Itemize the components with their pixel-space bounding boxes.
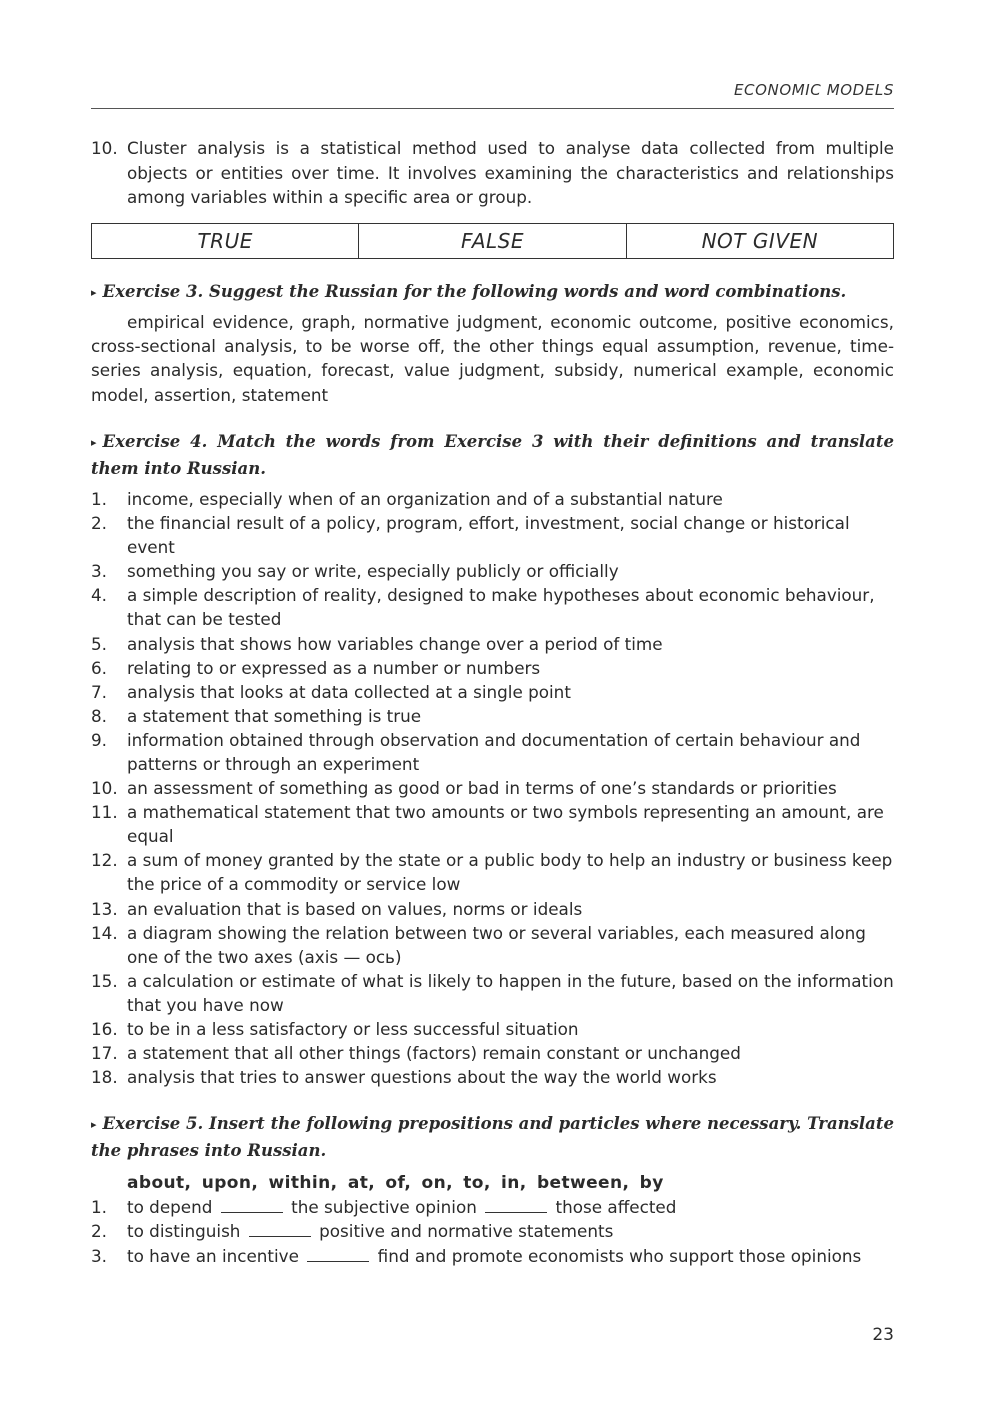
item-text-part: to have an incentive <box>127 1245 299 1266</box>
item-definition: a mathematical statement that two amounts or two symbols representing an amount, are equal <box>127 802 884 847</box>
list-item <box>91 800 894 848</box>
question-text: Cluster analysis is a statistical method used to analyse data collected from multiple objects or entities over time. It involves examining the characteristics and relationships among variables within a specific area or group. <box>127 138 894 208</box>
item-text-part: the subjective opinion <box>291 1197 477 1218</box>
item-definition: income, especially when of an organization and of a substantial nature <box>127 488 723 509</box>
item-number: 7. <box>91 681 108 702</box>
item-number: 15. <box>91 970 118 991</box>
item-number: 4. <box>91 585 108 606</box>
list-item <box>91 1017 894 1041</box>
item-definition: something you say or write, especially publicly or officially <box>127 561 619 582</box>
exercise-3-heading <box>91 279 894 306</box>
item-number: 11. <box>91 802 118 823</box>
item-number: 2. <box>91 1221 108 1242</box>
list-item <box>91 680 894 704</box>
item-definition: analysis that tries to answer questions about the way the world works <box>127 1067 717 1088</box>
question-10 <box>91 136 894 210</box>
item-definition: an assessment of something as good or bad in terms of one’s standards or priorities <box>127 778 837 799</box>
item-definition: to be in a less satisfactory or less successful situation <box>127 1019 579 1040</box>
item-number: 3. <box>91 1245 108 1266</box>
item-definition: analysis that shows how variables change over a period of time <box>127 633 663 654</box>
item-number: 6. <box>91 657 108 678</box>
list-item <box>91 776 894 800</box>
answer-blank[interactable] <box>485 1197 547 1213</box>
option-false[interactable]: FALSE <box>359 223 626 258</box>
item-definition: analysis that looks at data collected at a single point <box>127 681 571 702</box>
item-text-part: positive and normative statements <box>319 1221 614 1242</box>
list-item <box>91 704 894 728</box>
list-item <box>91 1065 894 1089</box>
item-number: 1. <box>91 1197 108 1218</box>
item-number: 8. <box>91 705 108 726</box>
list-item <box>91 969 894 1017</box>
item-definition: a statement that something is true <box>127 705 422 726</box>
list-item <box>91 1244 894 1268</box>
exercise-4-list <box>91 487 894 1089</box>
header-rule <box>91 108 894 109</box>
item-text-part: to depend <box>127 1197 213 1218</box>
list-item <box>91 897 894 921</box>
exercise-5-title: Exercise 5. Insert the following prepositions and particles where necessary. Translate the phrases into Russian. <box>91 1114 894 1161</box>
item-number: 2. <box>91 513 108 534</box>
page-number: 23 <box>872 1325 894 1345</box>
triangle-marker-icon: ▸ <box>91 435 97 449</box>
exercise-4-heading <box>91 429 894 481</box>
list-item <box>91 921 894 969</box>
item-definition: the financial result of a policy, program, effort, investment, social change or historical event <box>127 513 850 558</box>
item-definition: a diagram showing the relation between two or several variables, each measured along one of the two axes (axis — ось) <box>127 922 866 967</box>
triangle-marker-icon: ▸ <box>91 1118 97 1132</box>
item-number: 16. <box>91 1019 118 1040</box>
item-number: 14. <box>91 922 118 943</box>
item-number: 3. <box>91 561 108 582</box>
running-title: ECONOMIC MODELS <box>733 81 894 99</box>
item-definition: a statement that all other things (factors) remain constant or unchanged <box>127 1043 741 1064</box>
list-item <box>91 511 894 559</box>
answer-blank[interactable] <box>307 1246 369 1262</box>
item-definition: information obtained through observation and documentation of certain behaviour and patterns or through an experiment <box>127 729 861 774</box>
list-item <box>91 559 894 583</box>
list-item <box>91 632 894 656</box>
triangle-marker-icon: ▸ <box>91 285 97 299</box>
item-number: 10. <box>91 778 118 799</box>
option-not-given[interactable]: NOT GIVEN <box>626 223 893 258</box>
list-item <box>91 728 894 776</box>
item-text-part: those affected <box>555 1197 677 1218</box>
item-definition: a sum of money granted by the state or a public body to help an industry or business keep the price of a commodity or service low <box>127 850 893 895</box>
page-content <box>91 136 894 1268</box>
item-text-part: find and promote economists who support those opinions <box>377 1245 862 1266</box>
item-number: 9. <box>91 729 108 750</box>
item-definition: a simple description of reality, designed to make hypotheses about economic behaviour, that can be tested <box>127 585 875 630</box>
exercise-4-title: Exercise 4. Match the words from Exercise 3 with their definitions and translate them into Russian. <box>91 431 894 478</box>
list-item <box>91 1041 894 1065</box>
exercise-3-title: Exercise 3. Suggest the Russian for the following words and word combinations. <box>102 281 847 301</box>
option-true[interactable]: TRUE <box>92 223 359 258</box>
list-item <box>91 848 894 896</box>
list-item <box>91 1195 894 1219</box>
answer-blank[interactable] <box>221 1197 283 1213</box>
exercise-5-heading <box>91 1111 894 1163</box>
item-number: 1. <box>91 488 108 509</box>
item-definition: a calculation or estimate of what is likely to happen in the future, based on the information that you have now <box>127 970 894 1015</box>
list-item <box>91 487 894 511</box>
item-number: 12. <box>91 850 118 871</box>
item-number: 5. <box>91 633 108 654</box>
item-number: 17. <box>91 1043 118 1064</box>
list-item <box>91 583 894 631</box>
item-definition: relating to or expressed as a number or numbers <box>127 657 541 678</box>
answer-options-table <box>91 223 894 259</box>
item-definition: an evaluation that is based on values, norms or ideals <box>127 898 583 919</box>
item-number: 13. <box>91 898 118 919</box>
exercise-3-body: empirical evidence, graph, normative judgment, economic outcome, positive economics, cross-sectional analysis, to be worse off, the other things equal assumption, revenue, time-series analysis, equation, forecast, value judgment, subsidy, numerical example, economic model, assertion, statement <box>91 311 894 405</box>
item-text-part: to distinguish <box>127 1221 241 1242</box>
list-item <box>91 656 894 680</box>
item-number: 18. <box>91 1067 118 1088</box>
exercise-5-word-bank: about, upon, within, at, of, on, to, in, between, by <box>127 1173 664 1194</box>
answer-blank[interactable] <box>249 1221 311 1237</box>
question-number: 10. <box>91 138 118 158</box>
list-item <box>91 1219 894 1243</box>
